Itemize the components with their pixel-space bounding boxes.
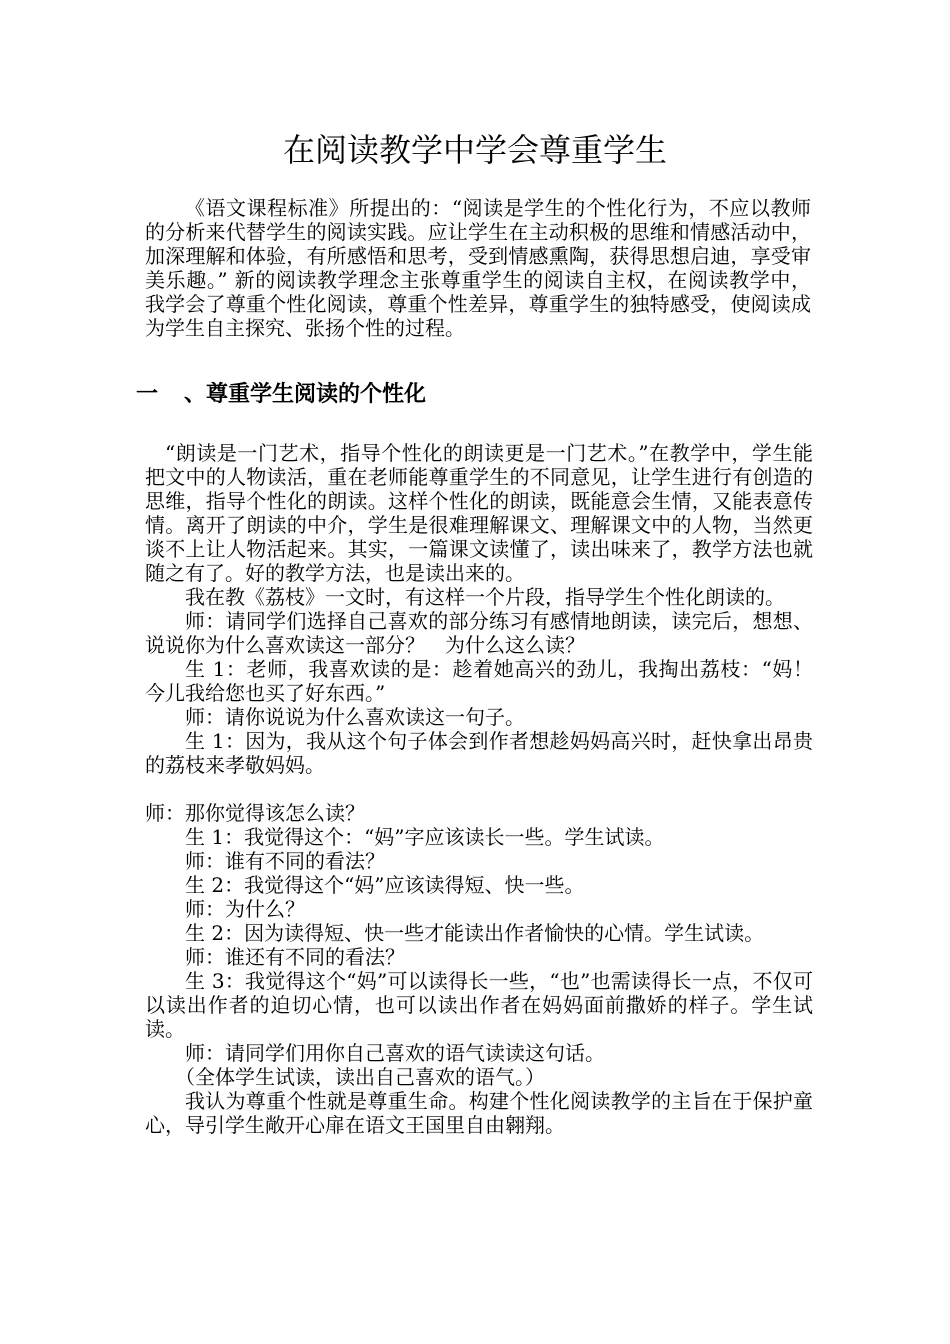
section-number: 一: [136, 382, 159, 407]
dialogue-line: 师：那你觉得该怎么读？: [145, 801, 365, 825]
dialogue-line: 师：谁还有不同的看法？: [185, 945, 405, 969]
spacer: [145, 777, 813, 801]
dialogue-line: 师：请你说说为什么喜欢读这一句子。: [185, 705, 525, 729]
dialogue-line: 师：为什么？: [185, 897, 305, 921]
dialogue-line: 师：请同学们选择自己喜欢的部分练习有感情地朗读，读完后，想想、说说你为什么喜欢读这一部分？ 为什么这么读？: [145, 609, 813, 657]
paragraph: 我认为尊重个性就是尊重生命。构建个性化阅读教学的主旨在于保护童心，导引学生敞开心扉在语文王国里自由翱翔。: [145, 1089, 813, 1137]
document-title: 在阅读教学中学会尊重学生: [282, 131, 667, 169]
paragraph: “朗读是一门艺术，指导个性化的朗读更是一门艺术。”在教学中，学生能把文中的人物读活，重在老师能尊重学生的不同意见，让学生进行有创造的思维，指导个性化的朗读。这样个性化的朗读，既能意会生情，又能表意传情。离开了朗读的中介，学生是很难理解课文、理解课文中的人物，当然更谈不上让人物活起来。其实，一篇课文读懂了，读出味来了，教学方法也就随之有了。好的教学方法，也是读出来的。: [145, 441, 813, 585]
dialogue-line: 生 2：因为读得短、快一些才能读出作者愉快的心情。学生试读。: [185, 921, 765, 945]
dialogue-line: 生 1：老师，我喜欢读的是：趁着她高兴的劲儿，我掏出荔枝：“妈！今儿我给您也买了好东西。”: [145, 657, 813, 705]
section-body: [145, 441, 813, 1137]
dialogue-line: （全体学生试读，读出自己喜欢的语气。）: [175, 1065, 545, 1089]
section-heading: [136, 380, 426, 410]
intro-block: [145, 196, 811, 340]
dialogue-line: 生 1：我觉得这个：“妈”字应该读长一些。学生试读。: [185, 825, 665, 849]
dialogue-line: 生 2：我觉得这个“妈”应该读得短、快一些。: [185, 873, 585, 897]
dialogue-line: 生 1：因为，我从这个句子体会到作者想趁妈妈高兴时，赶快拿出昂贵的荔枝来孝敬妈妈。: [145, 729, 813, 777]
paragraph: 我在教《荔枝》一文时，有这样一个片段，指导学生个性化朗读的。: [185, 585, 785, 609]
intro-paragraph: 《语文课程标准》所提出的：“阅读是学生的个性化行为，不应以教师的分析来代替学生的阅读实践。应让学生在主动积极的思维和情感活动中，加深理解和体验，有所感悟和思考，受到情感熏陶，获得思想启迪，享受审美乐趣。” 新的阅读教学理念主张尊重学生的阅读自主权，在阅读教学中，我学会了尊重个性化阅读，尊重个性差异，尊重学生的独特感受，使阅读成为学生自主探究、张扬个性的过程。: [145, 196, 811, 340]
dialogue-line: 师：谁有不同的看法？: [185, 849, 385, 873]
dialogue-line: 师：请同学们用你自己喜欢的语气读读这句话。: [185, 1041, 605, 1065]
dialogue-line: 生 3：我觉得这个“妈”可以读得长一些，“也”也需读得长一点，不仅可以读出作者的迫切心情，也可以读出作者在妈妈面前撒娇的样子。学生试读。: [145, 969, 813, 1041]
section-heading-text: 、尊重学生阅读的个性化: [184, 382, 427, 407]
